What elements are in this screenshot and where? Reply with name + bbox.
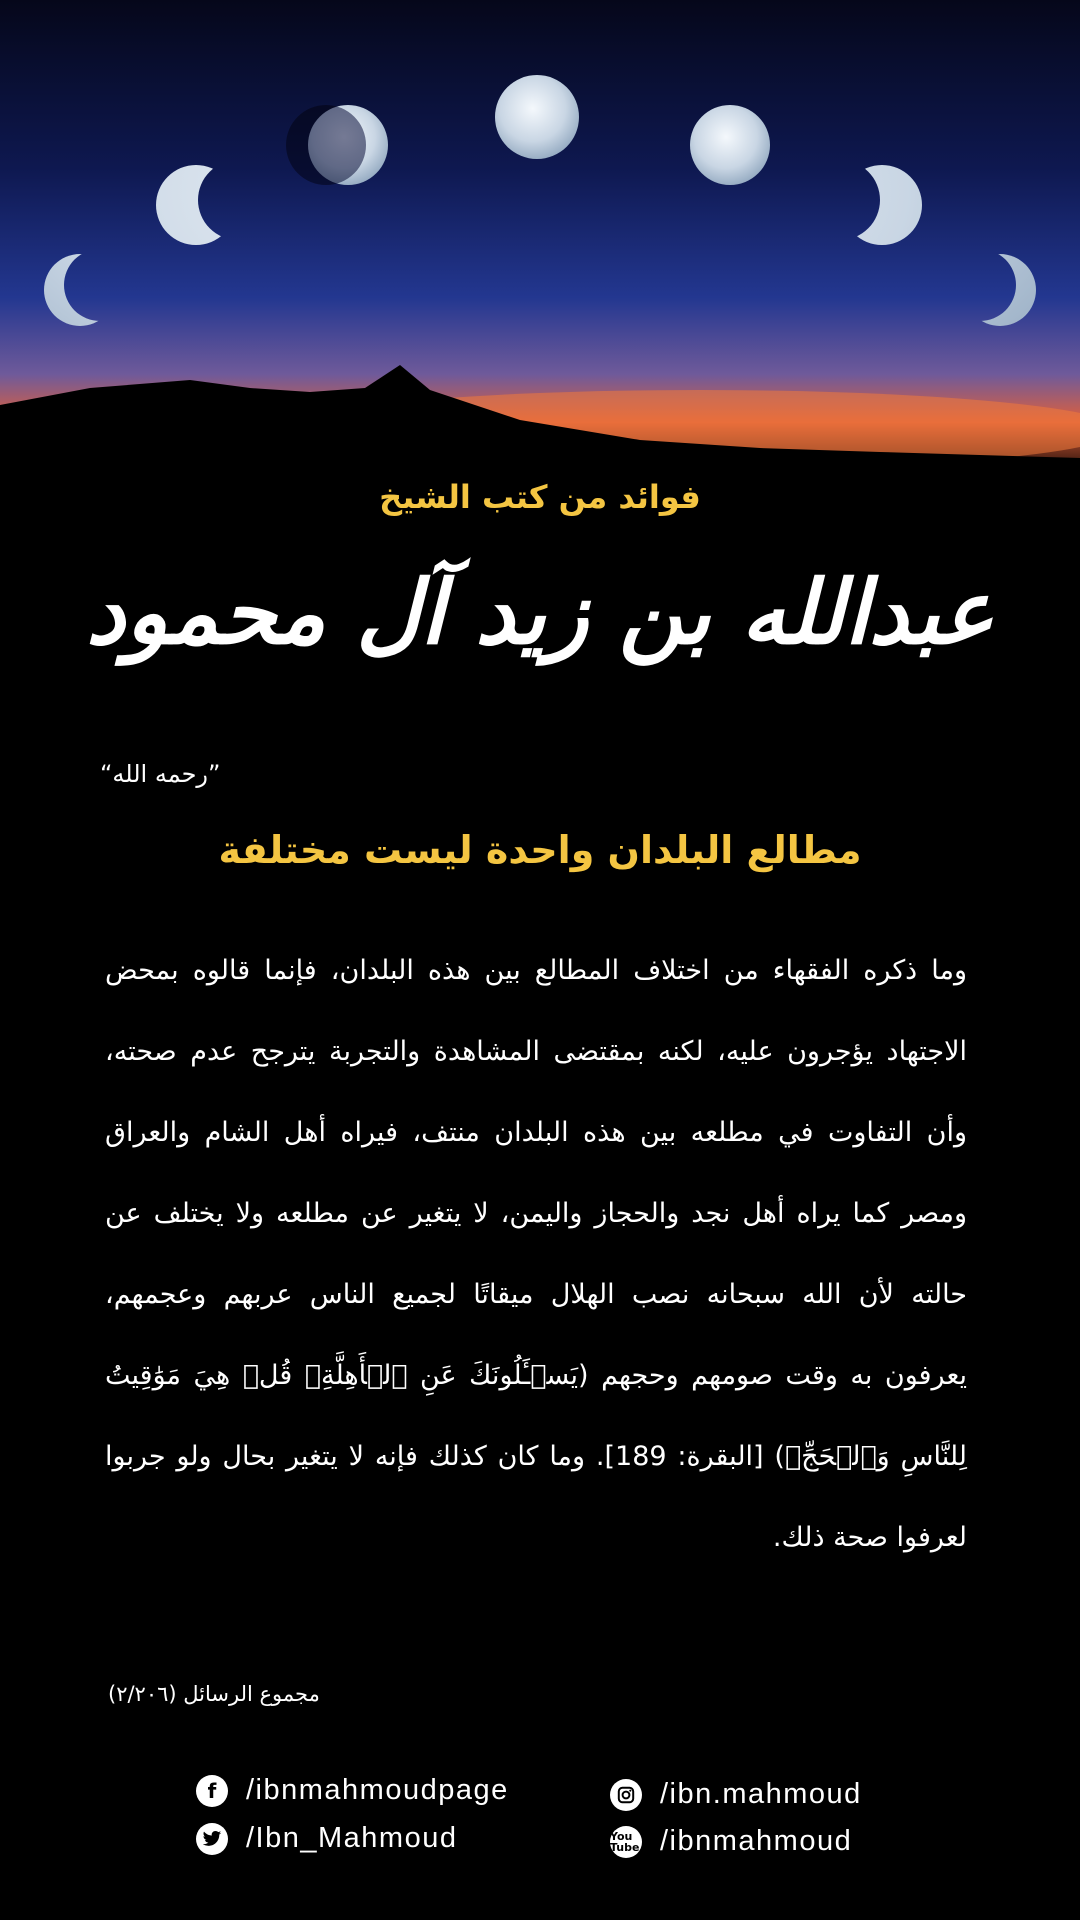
youtube-link[interactable]: [610, 1825, 852, 1858]
series-title: فوائد من كتب الشيخ: [379, 478, 701, 516]
youtube-icon: You Tube: [610, 1826, 642, 1858]
moon-phase-icon: [0, 0, 1080, 480]
night-sky-illustration: [0, 0, 1080, 480]
twitter-link[interactable]: [196, 1822, 457, 1855]
youtube-handle: /ibnmahmoud: [660, 1825, 853, 1857]
facebook-icon: f: [196, 1775, 228, 1807]
twitter-icon: [196, 1823, 228, 1855]
instagram-icon: [610, 1779, 642, 1811]
source-citation: مجموع الرسائل (٢/٢٠٦): [108, 1682, 320, 1706]
facebook-link[interactable]: [196, 1774, 509, 1807]
facebook-handle: /ibnmahmoudpage: [246, 1774, 509, 1806]
article-title: مطالع البلدان واحدة ليست مختلفة: [218, 828, 862, 872]
moon-phases-banner: [0, 0, 1080, 480]
article-body: وما ذكره الفقهاء من اختلاف المطالع بين هذه البلدان، فإنما قالوه بمحض الاجتهاد يؤجرون عليه، لكنه بمقتضى المشاهدة والتجربة يترجح عدم صحته، وأن التفاوت في مطلعه بين هذه البلدان منتف، فيراه أهل الشام والعراق ومصر كما يراه أهل نجد والحجاز واليمن، لا يتغير عن مطلعه ولا يختلف عن حالته لأن الله سبحانه نصب الهلال ميقاتًا لجميع الناس عربهم وعجمهم، يعرفون به وقت صومهم وحجهم (يَسۡـَٔلُونَكَ عَنِ ٱلۡأَهِلَّةِۖ قُلۡ هِيَ مَوَٰقِيتُ لِلنَّاسِ وَٱلۡحَجِّۗ) [البقرة: 189]. وما كان كذلك فإنه لا يتغير بحال ولو جربوا لعرفوا صحة ذلك.: [105, 955, 968, 1553]
author-calligraphy-name: عبدالله بن زيد آل محمود: [86, 560, 994, 664]
twitter-handle: /Ibn_Mahmoud: [246, 1822, 458, 1854]
instagram-handle: /ibn.mahmoud: [660, 1778, 862, 1810]
honorific-label: ”رحمه الله“: [100, 760, 221, 788]
instagram-link[interactable]: [610, 1778, 862, 1811]
